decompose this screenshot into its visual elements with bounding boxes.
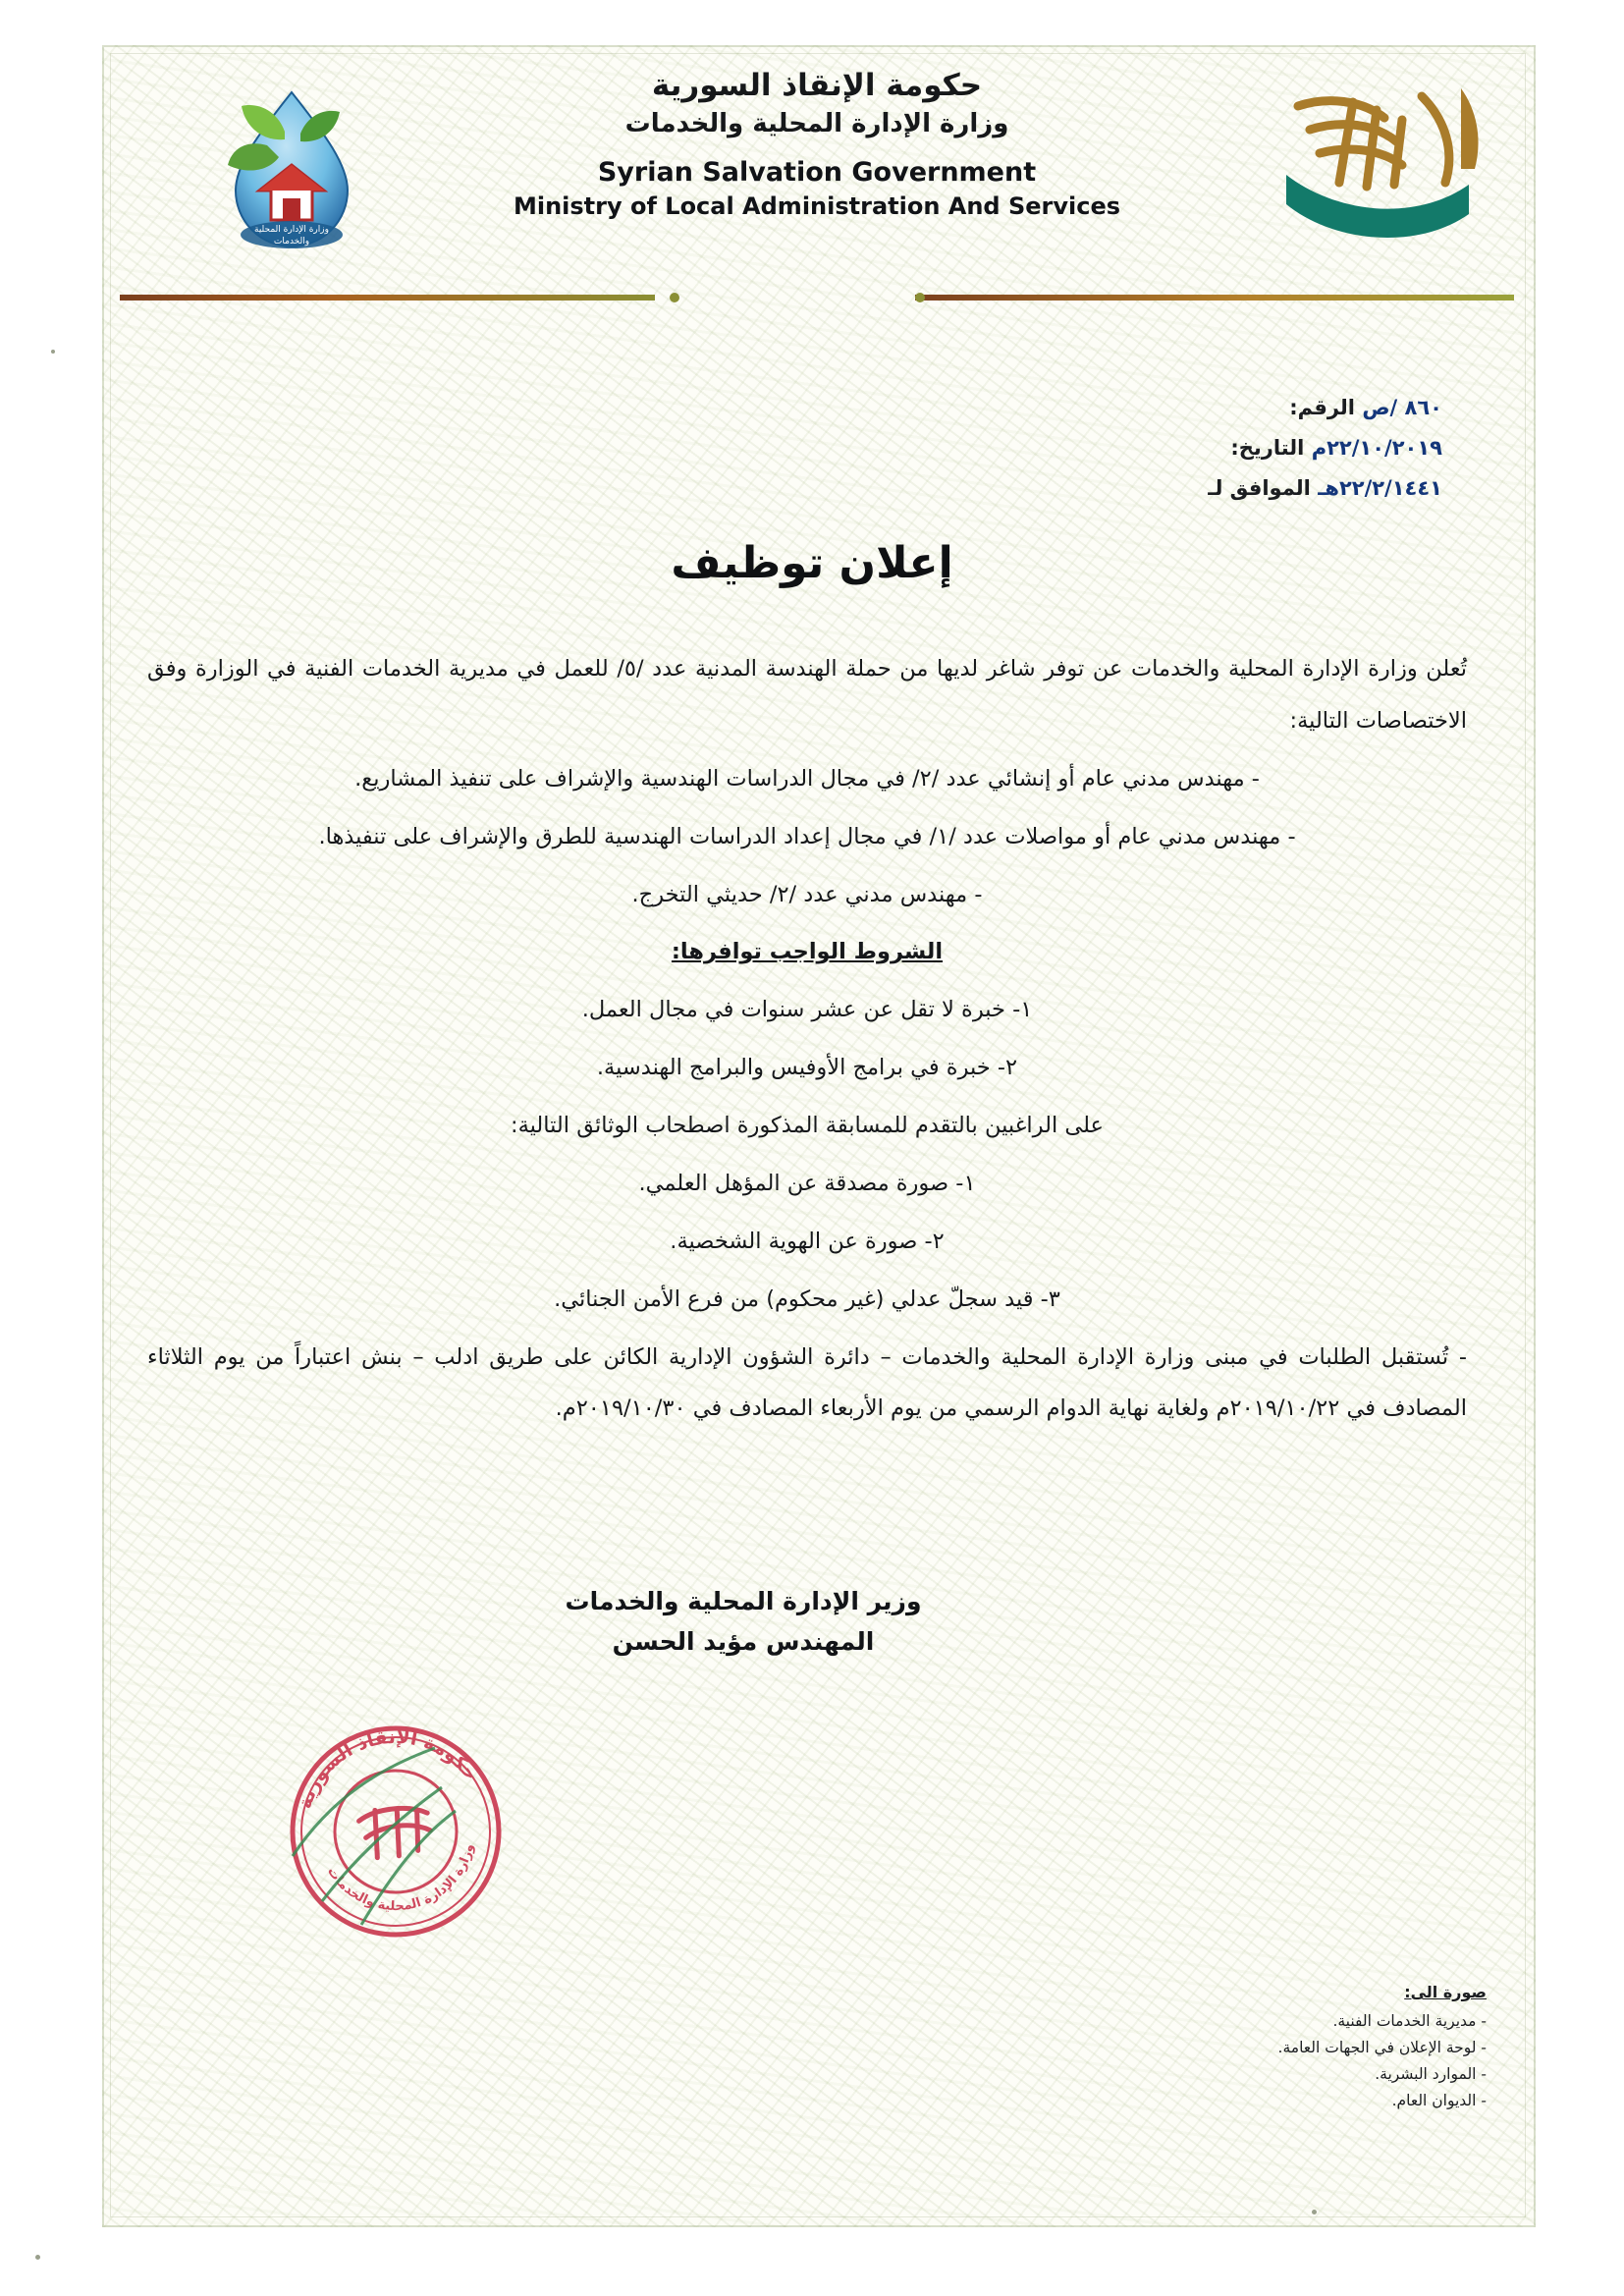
- calligraphy-logo-icon: [1259, 67, 1504, 263]
- document-title: إعلان توظيف: [671, 538, 953, 588]
- cc-item: - الديوان العام.: [1391, 2092, 1487, 2110]
- cc-list: [1278, 1979, 1487, 2115]
- svg-text:وزارة الإدارة المحلية والخدمات: وزارة الإدارة المحلية والخدمات: [324, 1842, 477, 1915]
- specialty-item-1: - مهندس مدني عام أو إنشائي عدد /٢/ في مجال الدراسات الهندسية والإشراف على تنفيذ المشاريع.: [354, 765, 1260, 792]
- document-item-3: ٣- قيد سجلّ عدلي (غير محكوم) من فرع الأمن الجنائي.: [554, 1285, 1060, 1312]
- meta-date-label: التاريخ:: [1230, 435, 1305, 460]
- meta-number-row: [1208, 388, 1442, 428]
- signature-title: وزير الإدارة المحلية والخدمات: [565, 1587, 922, 1615]
- svg-text:والخدمات: والخدمات: [273, 237, 310, 246]
- cc-title: صورة الى:: [1404, 1983, 1487, 2001]
- header-english-line-1: Syrian Salvation Government: [597, 156, 1037, 188]
- scan-speck: [35, 2255, 40, 2260]
- document-item-2: ٢- صورة عن الهوية الشخصية.: [670, 1228, 945, 1254]
- official-stamp: [263, 1709, 528, 1954]
- header-divider: [110, 287, 1524, 312]
- conditions-heading: الشروط الواجب توافرها:: [671, 939, 944, 965]
- specialty-item-2: - مهندس مدني عام أو مواصلات عدد /١/ في مجال إعداد الدراسات الهندسية للطرق والإشراف على تنفيذها.: [318, 823, 1296, 849]
- condition-item-1: ١- خبرة لا تقل عن عشر سنوات في مجال العمل.: [581, 997, 1033, 1023]
- signature-name: المهندس مؤيد الحسن: [612, 1627, 875, 1657]
- condition-item-2: ٢- خبرة في برامج الأوفيس والبرامج الهندسية.: [596, 1055, 1018, 1081]
- header-arabic-line-1: حكومة الإنقاذ السورية: [651, 68, 983, 103]
- meta-date-row: [1208, 428, 1442, 468]
- cc-item: - الموارد البشرية.: [1375, 2065, 1487, 2084]
- meta-hijri-label: الموافق لـ: [1208, 475, 1311, 500]
- documents-heading: على الراغبين بالتقدم للمسابقة المذكورة اصطحاب الوثائق التالية:: [511, 1113, 1104, 1138]
- specialty-item-3: - مهندس مدني عدد /٢/ حديثي التخرج.: [631, 881, 983, 907]
- signature-block: [0, 1581, 1624, 1663]
- header-text-block: [375, 67, 1259, 223]
- document-item-1: ١- صورة مصدقة عن المؤهل العلمي.: [638, 1170, 976, 1196]
- submission-paragraph: - تُستقبل الطلبات في مبنى وزارة الإدارة المحلية والخدمات – دائرة الشؤون الإدارية الكائن على طريق ادلب – بنش اعتباراً من يوم الثلاثاء المصادف في ٢٠١٩/١٠/٢٢م ولغاية نهاية الدوام الرسمي من يوم الأربعاء المصادف في ٢٠١٩/١٠/٣٠م.: [147, 1343, 1467, 1422]
- cc-item: - لوحة الإعلان في الجهات العامة.: [1277, 2039, 1487, 2057]
- meta-hijri-value: ٢٢/٢/١٤٤١هـ: [1318, 475, 1442, 500]
- meta-number-value: ٨٦٠ /ص: [1362, 396, 1442, 419]
- divider-left: [120, 295, 655, 301]
- document-body: [147, 643, 1467, 1441]
- document-meta: [1208, 388, 1442, 509]
- letterhead-header: [110, 57, 1524, 283]
- svg-text:وزارة الإدارة المحلية: وزارة الإدارة المحلية: [254, 225, 329, 235]
- header-arabic-line-2: وزارة الإدارة المحلية والخدمات: [624, 108, 1009, 138]
- divider-right: [915, 295, 1514, 301]
- header-english-line-2: Ministry of Local Administration And Services: [513, 192, 1121, 221]
- body-intro: تُعلن وزارة الإدارة المحلية والخدمات عن توفر شاغر لديها من حملة الهندسة المدنية عدد /٥/ للعمل في مديرية الخدمات الفنية في الوزارة وفق الاختصاصات التالية:: [147, 656, 1467, 734]
- svg-text:حكومة الإنقاذ السورية: حكومة الإنقاذ السورية: [294, 1725, 482, 1812]
- scan-speck: [1312, 2210, 1317, 2214]
- divider-dot-right: [915, 293, 925, 302]
- cc-item: - مديرية الخدمات الفنية.: [1332, 2012, 1487, 2030]
- meta-date-value: ٢٢/١٠/٢٠١٩م: [1311, 435, 1442, 460]
- divider-dot-left: [670, 293, 679, 302]
- scan-speck: [51, 350, 55, 354]
- ministry-emblem-icon: [198, 75, 385, 261]
- meta-number-label: الرقم:: [1289, 396, 1355, 419]
- meta-hijri-row: [1208, 468, 1442, 509]
